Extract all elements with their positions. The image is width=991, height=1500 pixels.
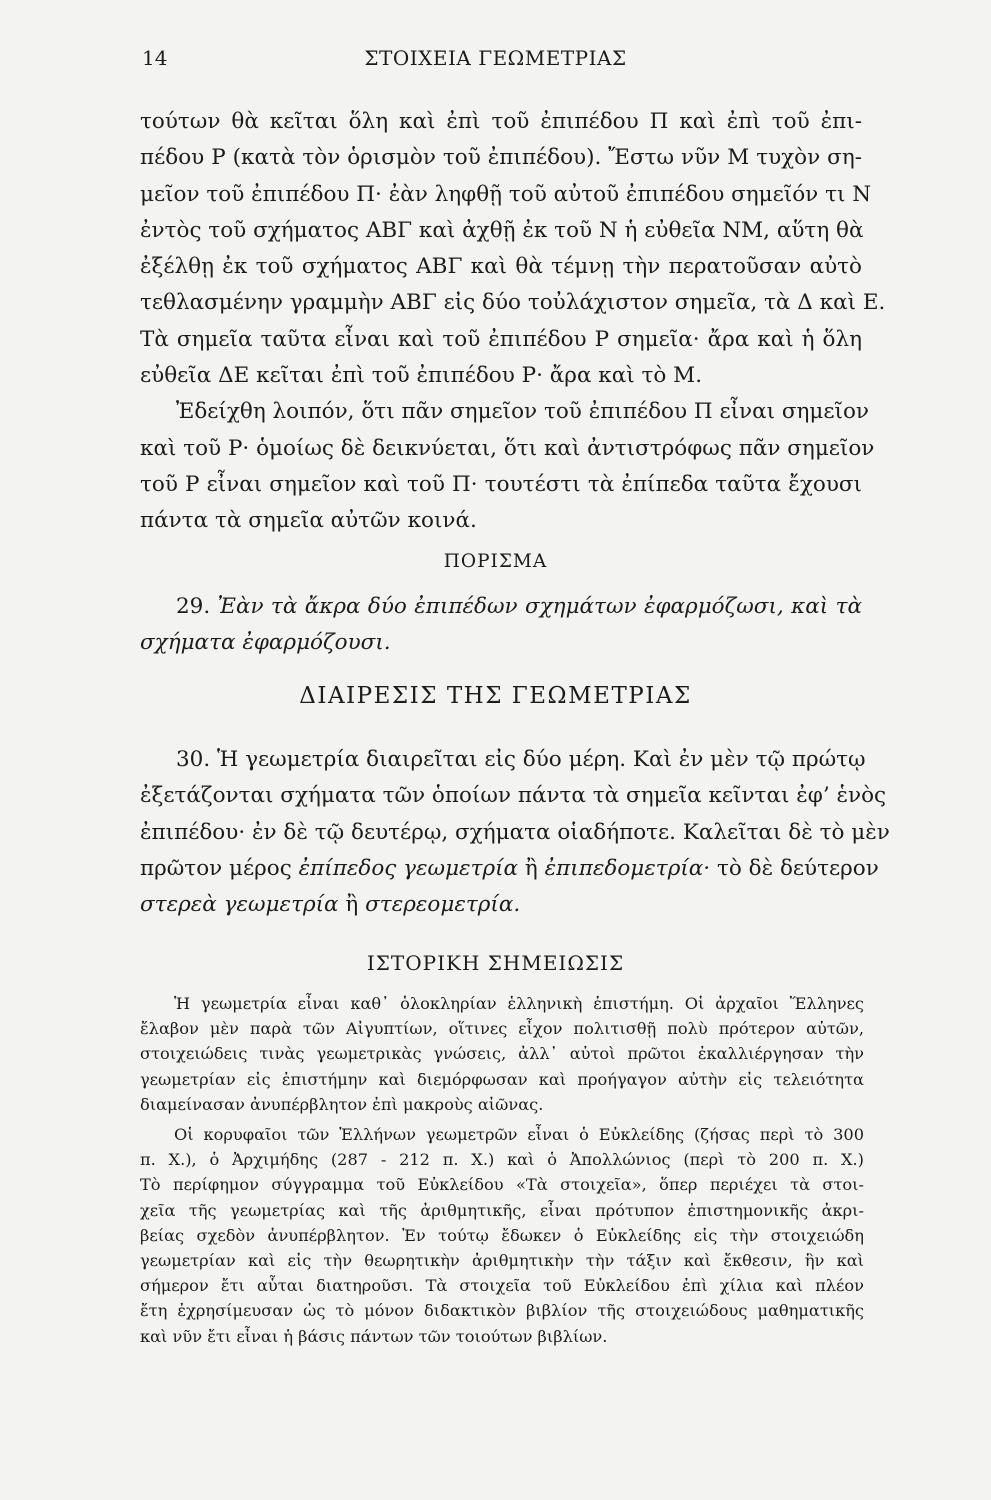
corollary-line [140, 589, 862, 625]
text-line: Τὰ σημεῖα ταῦτα εἶναι καὶ τοῦ ἐπιπέδου Ρ σημεῖα· ἄρα καὶ ἡ ὅλη [140, 326, 862, 352]
text-line: πέδου Ρ (κατὰ τὸν ὁρισμὸν τοῦ ἐπιπέδου). Ἔστω νῦν Μ τυχὸν ση- [140, 145, 862, 171]
text-line [140, 851, 879, 887]
page-number: 14 [142, 46, 168, 70]
text-line [140, 887, 862, 923]
text-line: Ἐδείχθη λοιπόν, ὅτι πᾶν σημεῖον τοῦ ἐπιπέδου Π εἶναι σημεῖον [176, 399, 869, 425]
note-line: π. Χ.), ὁ Ἀρχιμήδης (287 - 212 π. Χ.) καὶ ὁ Ἀπολλώνιος (περὶ τὸ 200 π. Χ.) [140, 1150, 864, 1170]
note-line: στοιχειώδεις τινὰς γεωμετρικὰς γνώσεις, ἀλλ᾽ αὐτοὶ πρῶτοι ἐκαλλιέργησαν τὴν [140, 1044, 864, 1064]
text-line: ἐξέλθῃ ἐκ τοῦ σχήματος ΑΒΓ καὶ θὰ τέμνῃ τὴν περατοῦσαν αὐτὸ [140, 254, 862, 280]
text-line: ἐξετάζονται σχήματα τῶν ὁποίων πάντα τὰ σημεῖα κεῖνται ἐφ’ ἑνὸς [140, 783, 887, 809]
text-line: ἐπιπέδου· ἐν δὲ τῷ δευτέρῳ, σχήματα οἱαδήποτε. Καλεῖται δὲ τὸ μὲν [140, 819, 890, 845]
text-line: ἐντὸς τοῦ σχήματος ΑΒΓ καὶ ἀχθῇ ἐκ τοῦ Ν ἡ εὐθεῖα ΝΜ, αὕτη θὰ [140, 217, 864, 243]
proof-paragraph [140, 104, 886, 540]
text-line: μεῖον τοῦ ἐπιπέδου Π· ἐὰν ληφθῇ τοῦ αὐτοῦ ἐπιπέδου σημεῖόν τι Ν [140, 181, 872, 207]
historical-note-heading: ΙΣΤΟΡΙΚΗ ΣΗΜΕΙΩΣΙΣ [366, 951, 625, 975]
text-line: τοῦ Ρ εἶναι σημεῖον καὶ τοῦ Π· τουτέστι τὰ ἐπίπεδα ταῦτα ἔχουσι [140, 471, 862, 497]
term-italic: ἐπιπεδομετρία· [544, 855, 711, 881]
text-line: τούτων θὰ κεῖται ὅλη καὶ ἐπὶ τοῦ ἐπιπέδου Π καὶ ἐπὶ τοῦ ἐπι- [140, 109, 862, 134]
running-title: ΣΤΟΙΧΕΙΑ ΓΕΩΜΕΤΡΙΑΣ [364, 46, 627, 70]
term-italic: στερεὰ γεωμετρία [140, 892, 339, 918]
corollary-29 [140, 589, 862, 662]
term-italic: στερεομετρία. [365, 892, 521, 918]
corollary-text: Ἐὰν τὰ ἄκρα δύο ἐπιπέδων σχημάτων ἐφαρμόζωσι, καὶ τὰ [217, 594, 862, 619]
text-line: καὶ τοῦ Ρ· ὁμοίως δὲ δεικνύεται, ὅτι καὶ ἀντιστρόφως πᾶν σημεῖον [140, 435, 875, 461]
note-line: Ἡ γεωμετρία εἶναι καθ᾽ ὁλοκληρίαν ἑλληνικὴ ἐπιστήμη. Οἱ ἀρχαῖοι Ἕλληνες [174, 994, 864, 1013]
text-line: πάντα τὰ σημεῖα αὐτῶν κοινά. [140, 508, 477, 534]
text-span: τὸ δὲ δεύτερον [710, 855, 879, 881]
item-number: 29. [176, 594, 211, 619]
paragraph-30 [140, 742, 890, 923]
note-line: χεῖα τῆς γεωμετρίας καὶ τῆς ἀριθμητικῆς, εἶναι πρότυπον ἐπιστημονικῆς ἀκρι- [140, 1200, 864, 1220]
note-line: βείας σχεδὸν ἀνυπέρβλητον. Ἐν τούτῳ ἔδωκεν ὁ Εὐκλείδης εἰς τὴν στοιχειώδη [140, 1225, 864, 1245]
note-line: καὶ νῦν ἔτι εἶναι ἡ βάσις πάντων τῶν τοιούτων βιβλίων. [140, 1326, 608, 1346]
note-line: ἔτη ἐχρησίμευσαν ὡς τὸ μόνον διδακτικὸν βιβλίον τῆς στοιχειώδους μαθηματικῆς [140, 1301, 864, 1321]
running-head [0, 46, 991, 76]
historical-note [140, 991, 864, 1349]
note-line: διαμείνασαν ἀνυπέρβλητον ἐπὶ μακροὺς αἰῶνας. [140, 1094, 544, 1114]
note-line: Τὸ περίφημον σύγγραμμα τοῦ Εὐκλείδου «Τὰ στοιχεῖα», ὅπερ περιέχει τὰ στοι- [140, 1175, 864, 1195]
porisma-heading: ΠΟΡΙΣΜΑ [443, 551, 548, 572]
note-line: γεωμετρίαν εἰς ἐπιστήμην καὶ διεμόρφωσαν καὶ προήγαγον αὐτὴν εἰς τελειότητα [140, 1069, 864, 1089]
text-span: ἢ [338, 892, 366, 918]
text-line: εὐθεῖα ΔΕ κεῖται ἐπὶ τοῦ ἐπιπέδου Ρ· ἄρα καὶ τὸ Μ. [140, 363, 703, 389]
note-line: σήμερον ἔτι αὗται διατηροῦσι. Τὰ στοιχεῖα τοῦ Εὐκλείδου ἐπὶ χίλια καὶ πλέον [140, 1276, 864, 1296]
note-line: ἔλαβον μὲν παρὰ τῶν Αἰγυπτίων, οἵτινες εἶχον πολιτισθῇ πολὺ πρότερον αὐτῶν, [140, 1019, 864, 1039]
note-line: γεωμετρίαν καὶ εἰς τὴν θεωρητικὴν ἀριθμητικὴν τὴν τάξιν καὶ ἔκθεσιν, ἣν καὶ [140, 1251, 864, 1271]
term-italic: ἐπίπεδος γεωμετρία [298, 855, 519, 881]
text-line: 30. Ἡ γεωμετρία διαιρεῖται εἰς δύο μέρη. Καὶ ἐν μὲν τῷ πρώτῳ [176, 747, 866, 772]
text-line: τεθλασμένην γραμμὴν ΑΒΓ εἰς δύο τοὐλάχιστον σημεῖα, τὰ Δ καὶ Ε. [140, 290, 886, 316]
text-span: ἢ [518, 855, 545, 881]
note-line: Οἱ κορυφαῖοι τῶν Ἑλλήνων γεωμετρῶν εἶναι ὁ Εὐκλείδης (ζήσας περὶ τὸ 300 [174, 1125, 864, 1145]
section-heading: ΔΙΑΙΡΕΣΙΣ ΤΗΣ ΓΕΩΜΕΤΡΙΑΣ [299, 683, 692, 709]
corollary-line [140, 625, 862, 661]
text-span: πρῶτον μέρος [140, 855, 299, 881]
corollary-text: σχήματα ἐφαρμόζουσι. [140, 630, 391, 656]
